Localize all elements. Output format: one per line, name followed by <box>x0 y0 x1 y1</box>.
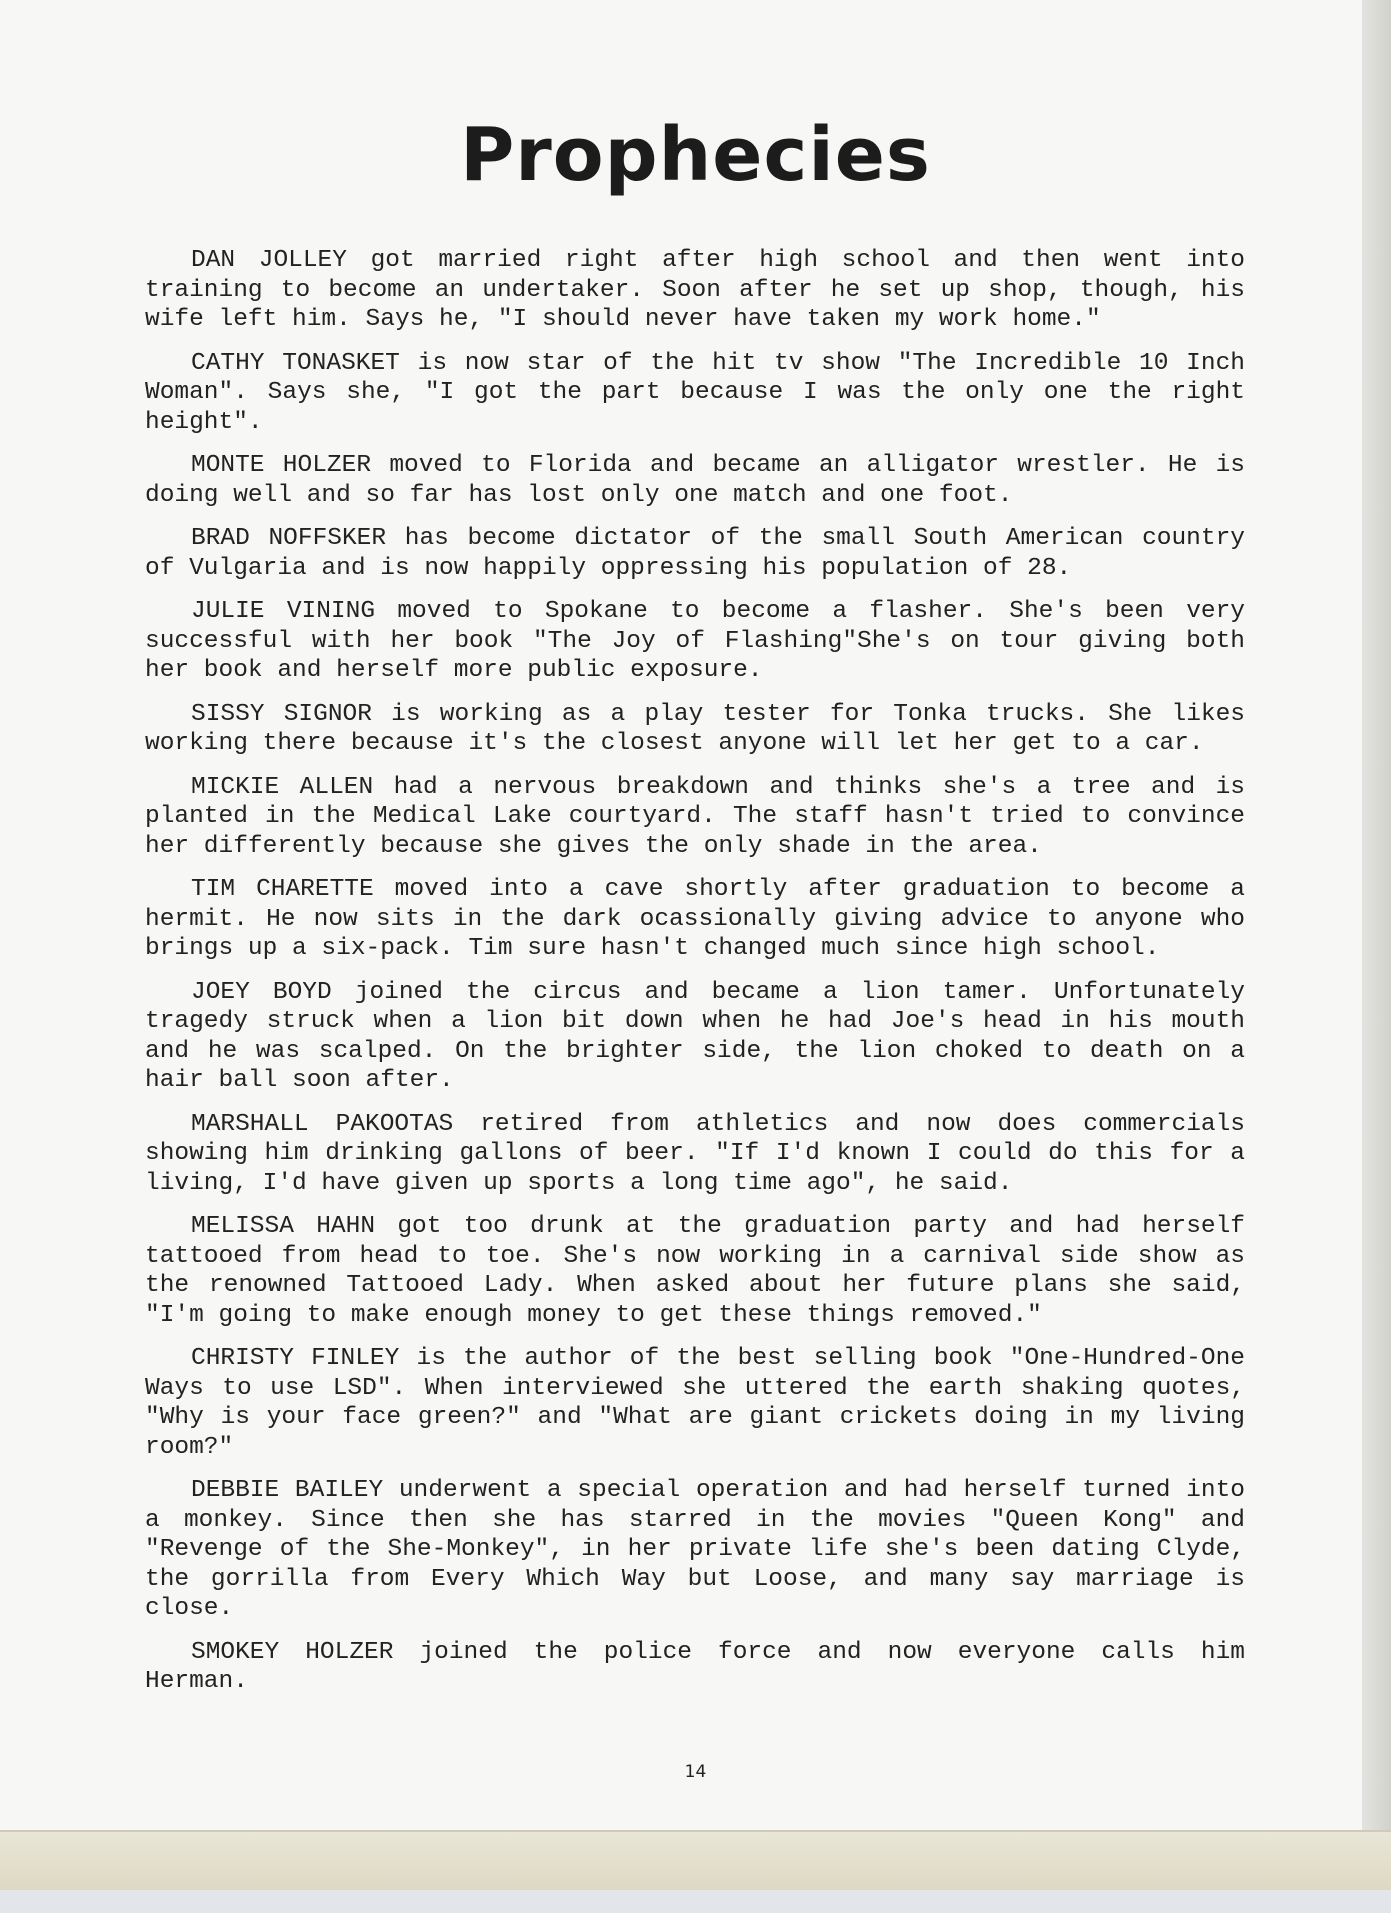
prophecy-paragraph: CATHY TONASKET is now star of the hit tv show "The Incredible 10 Inch Woman". Says she, "I got the part because I was the only one the right height". <box>145 349 1245 436</box>
page-edge <box>1362 0 1391 1913</box>
prophecy-paragraph: MELISSA HAHN got too drunk at the graduation party and had herself tattooed from head to toe. She's now working in a carnival side show as the renowned Tattooed Lady. When asked about her future plans she said, "I'm going to make enough money to get these things removed." <box>145 1213 1245 1329</box>
prophecy-paragraph: MICKIE ALLEN had a nervous breakdown and thinks she's a tree and is planted in the Medical Lake courtyard. The staff hasn't tried to convince her differently because she gives the only shade in the area. <box>145 773 1245 860</box>
prophecy-paragraph: TIM CHARETTE moved into a cave shortly after graduation to become a hermit. He now sits in the dark ocassionally giving advice to anyone who brings up a six-pack. Tim sure hasn't changed much since high school. <box>145 876 1245 962</box>
prophecy-paragraph: SISSY SIGNOR is working as a play tester for Tonka trucks. She likes working there because it's the closest anyone will let her get to a car. <box>145 700 1245 757</box>
prophecy-paragraph: MONTE HOLZER moved to Florida and became an alligator wrestler. He is doing well and so far has lost only one match and one foot. <box>145 452 1245 509</box>
page-number: 14 <box>684 1762 707 1782</box>
prophecy-paragraph: JULIE VINING moved to Spokane to become a flasher. She's been very successful with her book "The Joy of Flashing"She's on tour giving both her book and herself more public exposure. <box>145 598 1245 684</box>
prophecies-text <box>145 246 1245 1711</box>
prophecy-paragraph: BRAD NOFFSKER has become dictator of the small South American country of Vulgaria and is now happily oppressing his population of 28. <box>145 525 1245 582</box>
page-title: Prophecies <box>460 112 931 198</box>
prophecy-paragraph: JOEY BOYD joined the circus and became a lion tamer. Unfortunately tragedy struck when a lion bit down when he had Joe's head in his mouth and he was scalped. On the brighter side, the lion choked to death on a hair ball soon after. <box>145 978 1245 1094</box>
prophecy-paragraph: DAN JOLLEY got married right after high school and then went into training to become an undertaker. Soon after he set up shop, though, his wife left him. Says he, "I should never have taken my work home." <box>145 247 1245 333</box>
prophecy-paragraph: SMOKEY HOLZER joined the police force and now everyone calls him Herman. <box>145 1638 1245 1695</box>
binding-strip <box>0 1830 1391 1892</box>
prophecy-paragraph: CHRISTY FINLEY is the author of the best selling book "One-Hundred-One Ways to use LSD". When interviewed she uttered the earth shaking quotes, "Why is your face green?" and "What are giant crickets doing in my living room?" <box>145 1345 1245 1461</box>
prophecy-paragraph: DEBBIE BAILEY underwent a special operation and had herself turned into a monkey. Since then she has starred in the movies "Queen Kong" and "Revenge of the She-Monkey", in her private life she's been dating Clyde, the gorrilla from Every Which Way but Loose, and many say marriage is close. <box>145 1477 1245 1622</box>
scan-background <box>0 1890 1391 1913</box>
prophecy-paragraph: MARSHALL PAKOOTAS retired from athletics and now does commercials showing him drinking gallons of beer. "If I'd known I could do this for a living, I'd have given up sports a long time ago", he said. <box>145 1110 1245 1197</box>
